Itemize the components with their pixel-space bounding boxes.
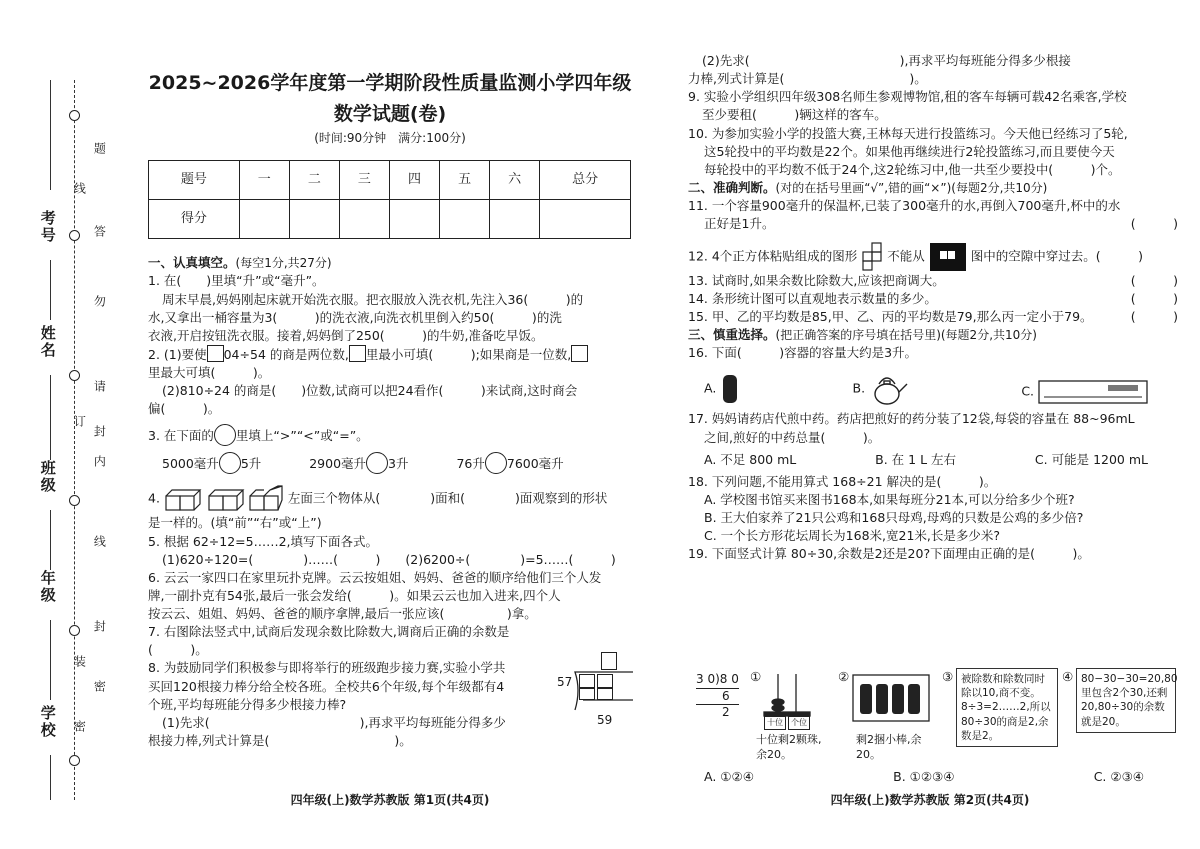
question-text: 按云云、姐姐、妈妈、爸爸的顺序拿牌,最后一张应该( )拿。 [148,606,537,622]
question-text [688,215,1178,233]
exam-title: 2025~2026学年度第一学期阶段性质量监测小学四年级 [148,72,632,94]
compare-row [148,452,638,474]
section-title: 三、慎重选择。 [688,326,776,342]
compare-item: 5000毫升 [162,456,219,472]
label-exam-no: 考号 [38,210,57,244]
question-text: 15. 甲、乙的平均数是85,甲、乙、丙的平均数是79,那么丙一定小于79。 [688,308,1093,324]
score-header-cell: 三 [339,161,389,200]
long-division-figure [696,672,739,721]
score-header-cell: 题号 [149,161,240,200]
score-header-cell: 二 [289,161,339,200]
score-table [148,160,631,239]
hole-circle [69,230,80,241]
question-text: 买回120根接力棒分给全校各班。全校共6个年级,每个年级都有4 [148,678,505,694]
option-a[interactable]: A. ①②④ [704,769,754,784]
blank-square[interactable] [601,652,617,670]
compare-circle[interactable] [219,452,241,474]
question-text: (1)先求( ),再求平均每班能分得多少 [162,714,506,730]
blank-square[interactable] [597,688,613,700]
binding-margin [8,80,118,800]
seal-char: 答 [92,225,107,237]
score-input-cell[interactable] [339,200,389,239]
seal-char: 封 [92,425,107,437]
question-text: 正好是1升。 [704,216,775,232]
compare-item: 5升 [240,456,262,472]
question-19: 19. 下面竖式计算 80÷30,余数是2还是20?下面理由正确的是( )。 [688,546,1090,562]
option-b[interactable] [853,372,910,406]
score-input-cell[interactable] [440,200,490,239]
hole-circle [69,110,80,121]
question-text: 14. 条形统计图可以直观地表示数量的多少。 [688,290,937,306]
score-header-cell: 四 [389,161,439,200]
compare-circle[interactable] [366,452,388,474]
question-10: 10. 为参加实验小学的投篮大赛,王林每天进行投篮练习。今天他已经练习了5轮, [688,125,1128,141]
question-18: 18. 下列问题,不能用算式 168÷21 解决的是( )。 [688,473,997,489]
score-input-cell[interactable] [239,200,289,239]
compare-item: 3升 [388,456,409,472]
label-name: 姓名 [38,325,57,359]
question-7: 7. 右图除法竖式中,试商后发现余数比除数大,调商后正确的余数是( )。 [148,624,510,658]
seal-char: 订 [72,415,87,427]
division-line: 3 0)8 0 [696,672,739,689]
question-text: 力棒,列式计算是( )。 [688,71,927,87]
section-note: (把正确答案的序号填在括号里)(每题2分,共10分) [775,327,1037,342]
seal-char: 题 [92,142,107,154]
remainder-label: 59 [597,713,613,727]
air-conditioner-image [1038,378,1148,406]
seal-char: 线 [72,182,87,194]
compare-circle[interactable] [214,424,236,446]
question-text: 每轮投中的平均数不低于24个,这2轮练习中,他一共至少要投中( )个。 [704,161,1121,177]
seal-char: 密 [72,720,87,732]
question-text: 偏( )。 [148,401,221,417]
compare-item: 2900毫升 [309,456,367,472]
exam-meta: (时间:90分钟 满分:100分) [314,131,466,145]
division-figure [555,650,635,730]
page-footer: 四年级(上)数学苏教版 第1页(共4页) [290,793,490,807]
right-questions [688,52,1178,563]
answer-paren[interactable]: ( ) [1130,216,1178,232]
question-text: 至少要租( )辆这样的客车。 [702,107,887,123]
blank-square[interactable] [579,688,595,700]
hole-circle [69,370,80,381]
marker-1: ① [750,669,762,684]
option-a[interactable]: A. 不足 800 mL [704,451,797,467]
score-row-label: 得分 [149,200,240,239]
score-header-cell: 一 [239,161,289,200]
division-line: 2 [722,705,730,720]
question-text: 3. 在下面的 [148,428,214,444]
can-image [720,372,740,406]
seal-char: 装 [72,655,87,667]
seal-char: 请 [92,380,107,392]
score-input-cell[interactable] [540,200,631,239]
question-text: 04÷54 的商是两位数, [223,346,349,362]
section-title: 二、准确判断。 [688,179,776,195]
fill-line [50,755,51,800]
score-input-cell[interactable] [389,200,439,239]
kettle-image [869,372,909,406]
question-4 [148,484,638,514]
question-text: 4. [148,490,160,506]
question-text: 是一样的。(填“前”“右”或“上”) [148,515,322,531]
question-text: 周末早晨,妈妈刚起床就开始洗衣服。把衣服放入洗衣机,先注入36( )的 [162,291,584,307]
hole-circle [69,755,80,766]
question-text: 里最大可填( )。 [148,365,271,381]
abacus-label-tens: 十位 [764,716,786,730]
question-text: 里最小可填( );如果商是一位数, [365,346,572,362]
q19-options [704,768,1144,786]
question-9: 9. 实验小学组织四年级308名师生参观博物馆,租的客车每辆可载42名乘客,学校 [688,89,1127,105]
blank-square[interactable] [349,345,366,362]
divisor-label: 57 [557,675,573,689]
question-12 [688,242,1178,272]
reason-2: 剩2捆小棒,余20。 [856,733,922,762]
seal-char: 勿 [92,295,107,307]
marker-4: ④ [1062,669,1074,684]
question-text: 水,又拿出一桶容量为3( )的洗衣液,向洗衣机里倒入约50( )的洗 [148,309,562,325]
section-note: (对的在括号里画“√”,错的画“×”)(每题2分,共10分) [775,180,1048,195]
question-text: (2)810÷24 的商是( )位数,试商可以把24看作( )来试商,这时商会 [162,383,578,399]
abacus-label-ones: 个位 [788,716,810,730]
division-line: 6 [696,689,739,706]
section-title: 一、认真填空。 [148,255,236,270]
seal-char: 内 [92,455,107,467]
fill-line [50,620,51,700]
option-label: A. [704,380,717,396]
gap-board-image [929,242,967,272]
sticks-bundles-image [852,674,930,722]
question-text: 之间,煎好的中药总量( )。 [704,429,881,445]
reason-1: 十位剩2颗珠,余20。 [756,733,822,762]
exam-subtitle: 数学试题(卷) [333,103,447,125]
question-text: 左面三个物体从( )面和( )面观察到的形状 [287,490,608,506]
score-header-cell: 总分 [540,161,631,200]
question-text: 个班,平均每班能分得多少根接力棒? [148,696,347,712]
page-footer: 四年级(上)数学苏教版 第2页(共4页) [830,793,1030,807]
option-label: B. [852,380,866,396]
question-text: 里填上“>”“<”或“=”。 [235,428,369,444]
option-b[interactable]: B. 王大伯家养了21只公鸡和168只母鸡,母鸡的只数是公鸡的多少倍? [704,510,1084,526]
fill-line [50,375,51,460]
hole-circle [69,495,80,506]
option-label: C. [1021,383,1035,399]
blank-square[interactable] [207,345,224,362]
fill-line [50,510,51,570]
question-15 [688,308,1178,326]
marker-2: ② [838,669,850,684]
question-text: 不能从 [887,248,925,264]
option-b[interactable]: B. 在 1 L 左右 [875,451,957,467]
seal-char: 线 [92,535,107,547]
answer-paren[interactable]: ( ) [1130,290,1178,306]
question-11: 11. 一个容量900毫升的保温杯,已装了300毫升的水,再倒入700毫升,杯中的水 [688,198,1121,214]
marker-3: ③ [942,669,954,684]
option-b[interactable]: B. ①②③④ [893,769,955,784]
question-8: 8. 为鼓励同学们积极参与即将举行的班级跑步接力赛,实验小学共 [148,660,506,676]
fill-line [50,80,51,190]
question-13 [688,272,1178,290]
compare-item: 76升 [456,456,485,472]
question-6: 6. 云云一家四口在家里玩扑克牌。云云按姐姐、妈妈、爸爸的顺序给他们三个人发 [148,569,602,585]
question-text: 2. (1)要使 [148,346,207,362]
cube-shape-image [861,242,883,272]
score-header-cell: 五 [440,161,490,200]
cube-figures-image [164,484,284,514]
option-a[interactable] [704,372,740,406]
option-c[interactable] [1021,378,1148,406]
question-text: 这5轮投中的平均数是22个。如果他再继续进行2轮投篮练习,而且要使今天 [704,143,1115,159]
question-text: (1)620÷120=( )……( ) (2)6200÷( )=5……( ) [162,551,616,567]
compare-circle[interactable] [485,452,507,474]
answer-paren[interactable]: ( ) [1130,308,1178,324]
hole-circle [69,625,80,636]
seal-char: 封 [92,620,107,632]
option-c[interactable]: C. ②③④ [1093,769,1144,784]
score-header-cell: 六 [490,161,540,200]
question-text: 12. 4个正方体粘贴组成的图形 [688,248,858,264]
question-5: 5. 根据 62÷12=5……2,填写下面各式。 [148,533,379,549]
question-17: 17. 妈妈请药店代煎中药。药店把煎好的药分装了12袋,每袋的容量在 88~96mL [688,411,1135,427]
label-school: 学校 [38,705,57,739]
question-text: 衣液,开启按钮洗衣服。接着,妈妈倒了250( )的牛奶,准备吃早饭。 [148,327,544,343]
q19-figures [696,668,1176,768]
question-text: 图中的空隙中穿过去。( ) [970,248,1144,264]
section-note: (每空1分,共27分) [235,256,332,270]
label-class: 班级 [38,460,57,494]
score-input-cell[interactable] [490,200,540,239]
question-text: (2)先求( ),再求平均每班能分得多少根接 [702,53,1071,68]
question-1: 1. 在( )里填“升”或“毫升”。 [148,273,325,289]
option-a[interactable]: A. 学校图书馆买来图书168本,如果每班分21本,可以分给多少个班? [704,491,1075,507]
question-text: 牌,一副扑克有54张,最后一张会发给( )。如果云云也加入进来,四个人 [148,587,561,603]
q17-options [688,451,1178,469]
compare-item: 7600毫升 [506,456,564,472]
question-14 [688,290,1178,308]
blank-square[interactable] [597,674,613,688]
blank-square[interactable] [571,345,588,362]
answer-paren[interactable]: ( ) [1130,272,1178,288]
question-text: 根接力棒,列式计算是( )。 [148,732,412,748]
blank-square[interactable] [579,674,595,688]
question-3 [148,424,638,446]
question-2 [148,345,638,364]
question-16: 16. 下面( )容器的容量大约是3升。 [688,345,918,361]
option-c[interactable]: C. 可能是 1200 mL [1034,451,1148,467]
label-grade: 年级 [38,570,57,604]
score-input-cell[interactable] [289,200,339,239]
fill-line [50,260,51,320]
reason-3: 被除数和除数同时除以10,商不变。8÷3=2……2,所以80÷30的商是2,余数是2。 [956,668,1058,747]
option-c[interactable]: C. 一个长方形花坛周长为168米,宽21米,长是多少米? [704,528,1001,544]
reason-4: 80−30−30=20,80里包含2个30,还剩20,80÷30的余数就是20。 [1076,668,1176,733]
q16-options [688,362,1178,406]
seal-char: 密 [92,680,107,692]
question-text: 13. 试商时,如果余数比除数大,应该把商调大。 [688,272,945,288]
